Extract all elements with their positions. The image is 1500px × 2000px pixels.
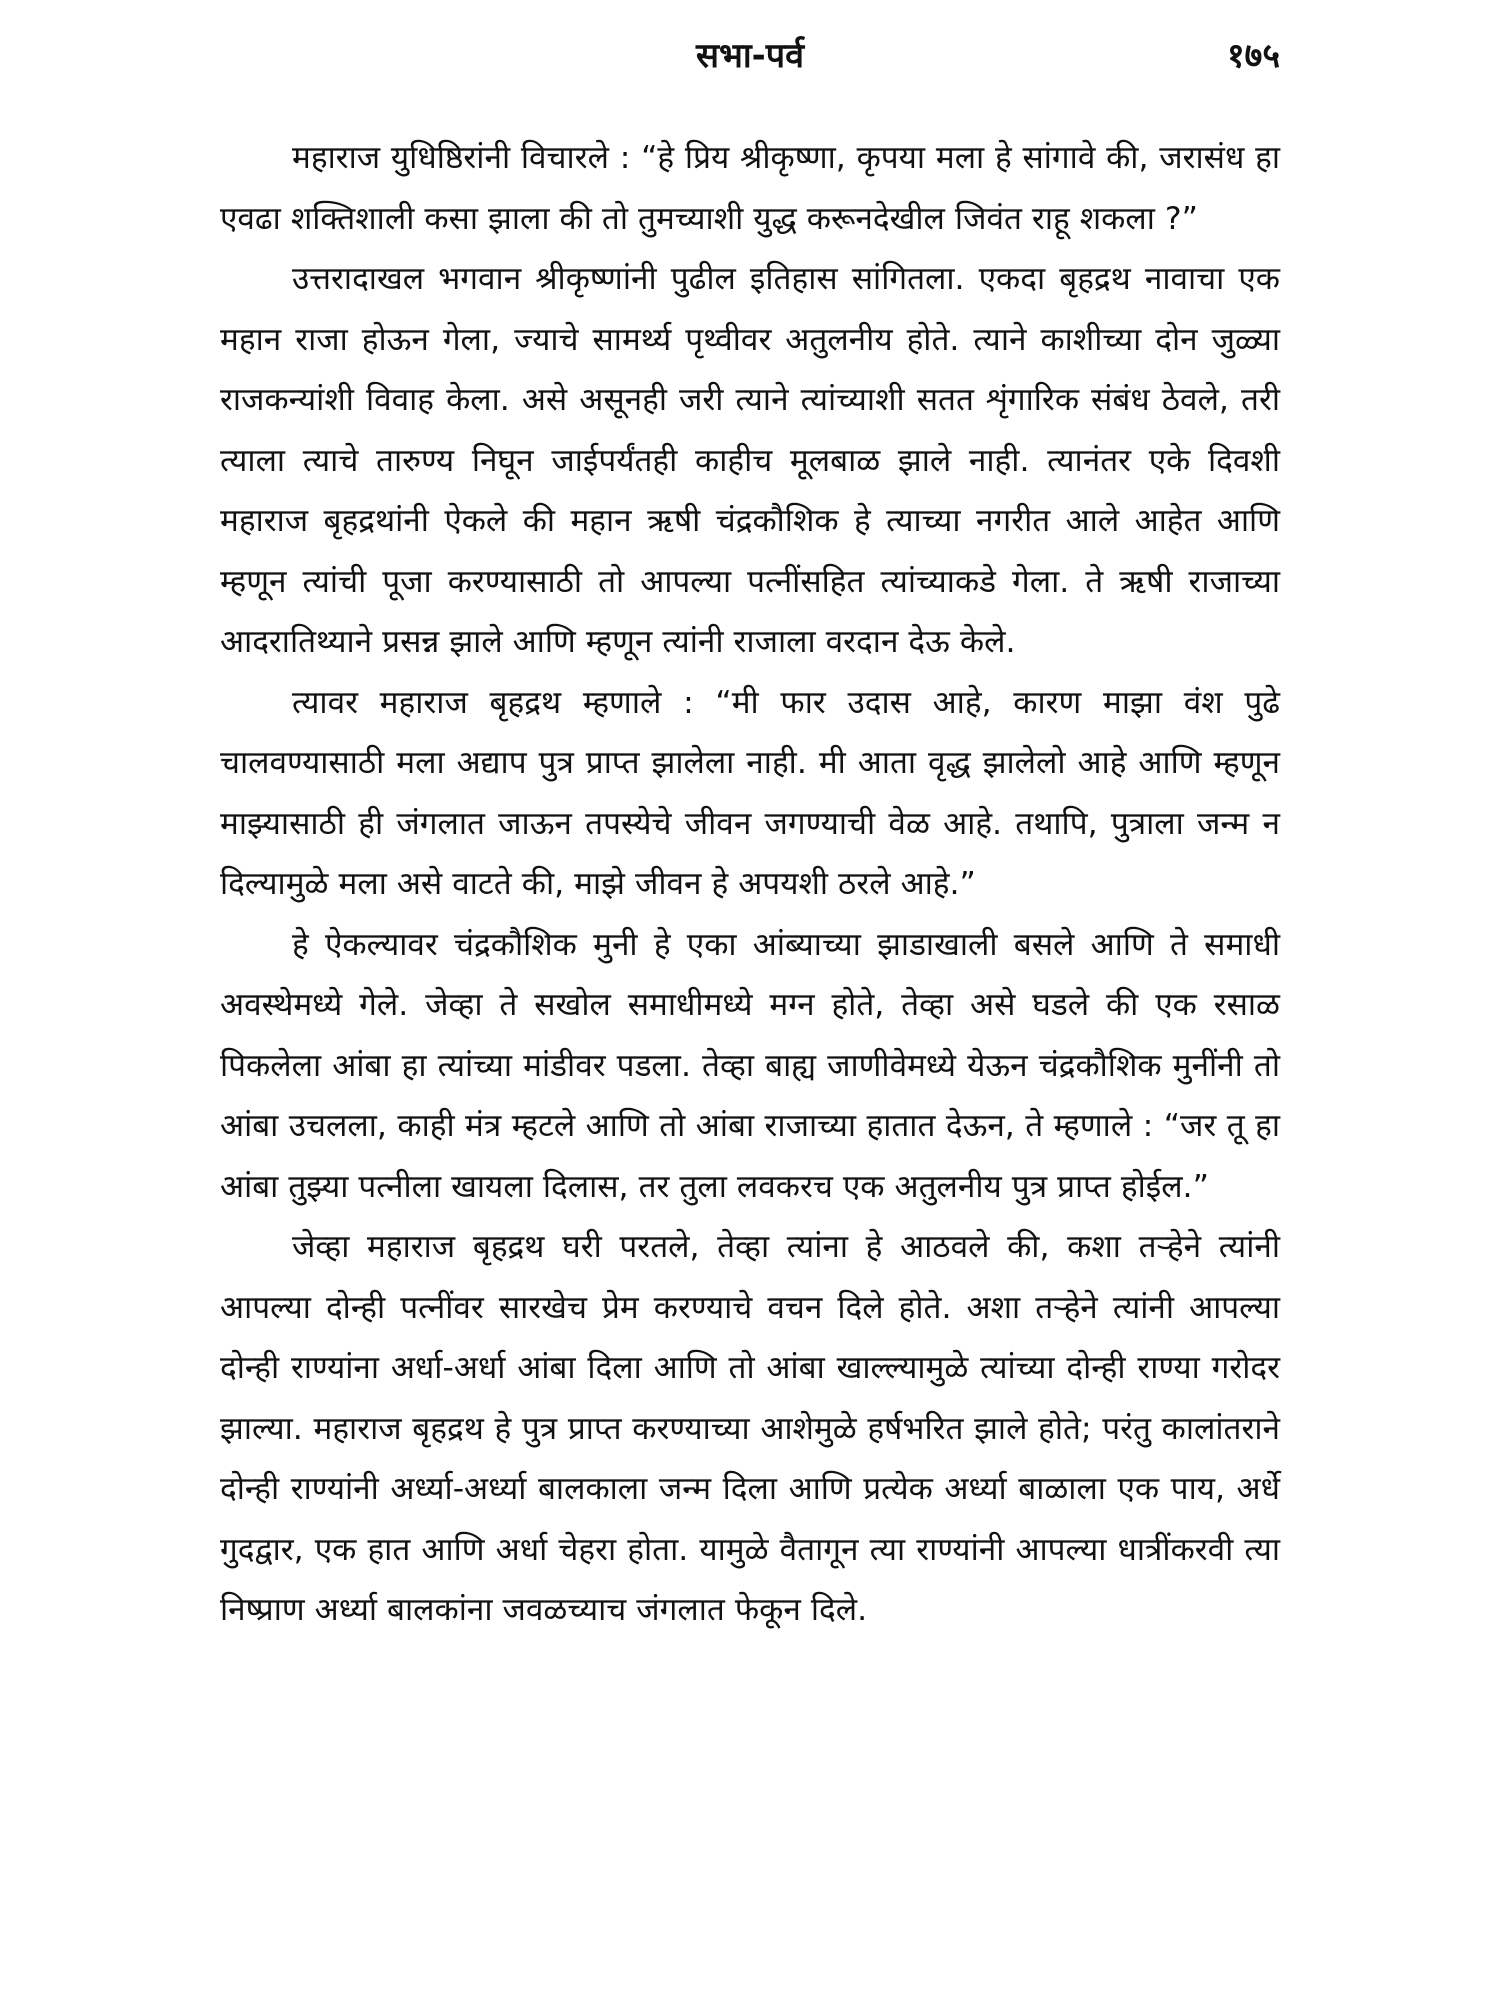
paragraph: महाराज युधिष्ठिरांनी विचारले : “हे प्रिय श्रीकृष्णा, कृपया मला हे सांगावे की, जरासंध हा एवढा शक्तिशाली कसा झाला की तो तुमच्याशी युद्ध करूनदेखील जिवंत राहू शकला ?”	[220, 140, 1280, 237]
section-title: सभा-पर्व	[695, 36, 805, 76]
page-number: १७५	[1226, 36, 1280, 76]
paragraph: हे ऐकल्यावर चंद्रकौशिक मुनी हे एका आंब्याच्या झाडाखाली बसले आणि ते समाधी अवस्थेमध्ये गेले. जेव्हा ते सखोल समाधीमध्ये मग्न होते, तेव्हा असे घडले की एक रसाळ पिकलेला आंबा हा त्यांच्या मांडीवर पडला. तेव्हा बाह्य जाणीवेमध्ये येऊन चंद्रकौशिक मुनींनी तो आंबा उचलला, काही मंत्र म्हटले आणि तो आंबा राजाच्या हातात देऊन, ते म्हणाले : “जर तू हा आंबा तुझ्या पत्नीला खायला दिलास, तर तुला लवकरच एक अतुलनीय पुत्र प्राप्त होईल.”	[220, 926, 1280, 1205]
paragraph: जेव्हा महाराज बृहद्रथ घरी परतले, तेव्हा त्यांना हे आठवले की, कशा तऱ्हेने त्यांनी आपल्या दोन्ही पत्नींवर सारखेच प्रेम करण्याचे वचन दिले होते. अशा तऱ्हेने त्यांनी आपल्या दोन्ही राण्यांना अर्धा-अर्धा आंबा दिला आणि तो आंबा खाल्ल्यामुळे त्यांच्या दोन्ही राण्या गरोदर झाल्या. महाराज बृहद्रथ हे पुत्र प्राप्त करण्याच्या आशेमुळे हर्षभरित झाले होते; परंतु कालांतराने दोन्ही राण्यांनी अर्ध्या-अर्ध्या बालकाला जन्म दिला आणि प्रत्येक अर्ध्या बाळाला एक पाय, अर्धे गुदद्वार, एक हात आणि अर्धा चेहरा होता. यामुळे वैतागून त्या राण्यांनी आपल्या धात्रींकरवी त्या निष्प्राण अर्ध्या बालकांना जवळच्याच जंगलात फेकून दिले.	[220, 1229, 1280, 1628]
body-text	[220, 128, 1280, 1641]
running-header	[220, 28, 1280, 84]
paragraph: त्यावर महाराज बृहद्रथ म्हणाले : “मी फार उदास आहे, कारण माझा वंश पुढे चालवण्यासाठी मला अद्याप पुत्र प्राप्त झालेला नाही. मी आता वृद्ध झालेलो आहे आणि म्हणून माझ्यासाठी ही जंगलात जाऊन तपस्येचे जीवन जगण्याची वेळ आहे. तथापि, पुत्राला जन्म न दिल्यामुळे मला असे वाटते की, माझे जीवन हे अपयशी ठरले आहे.”	[220, 684, 1280, 902]
paragraph: उत्तरादाखल भगवान श्रीकृष्णांनी पुढील इतिहास सांगितला. एकदा बृहद्रथ नावाचा एक महान राजा होऊन गेला, ज्याचे सामर्थ्य पृथ्वीवर अतुलनीय होते. त्याने काशीच्या दोन जुळ्या राजकन्यांशी विवाह केला. असे असूनही जरी त्याने त्यांच्याशी सतत शृंगारिक संबंध ठेवले, तरी त्याला त्याचे तारुण्य निघून जाईपर्यंतही काहीच मूलबाळ झाले नाही. त्यानंतर एके दिवशी महाराज बृहद्रथांनी ऐकले की महान ऋषी चंद्रकौशिक हे त्याच्या नगरीत आले आहेत आणि म्हणून त्यांची पूजा करण्यासाठी तो आपल्या पत्नींसहित त्यांच्याकडे गेला. ते ऋषी राजाच्या आदरातिथ्याने प्रसन्न झाले आणि म्हणून त्यांनी राजाला वरदान देऊ केले.	[220, 261, 1280, 660]
